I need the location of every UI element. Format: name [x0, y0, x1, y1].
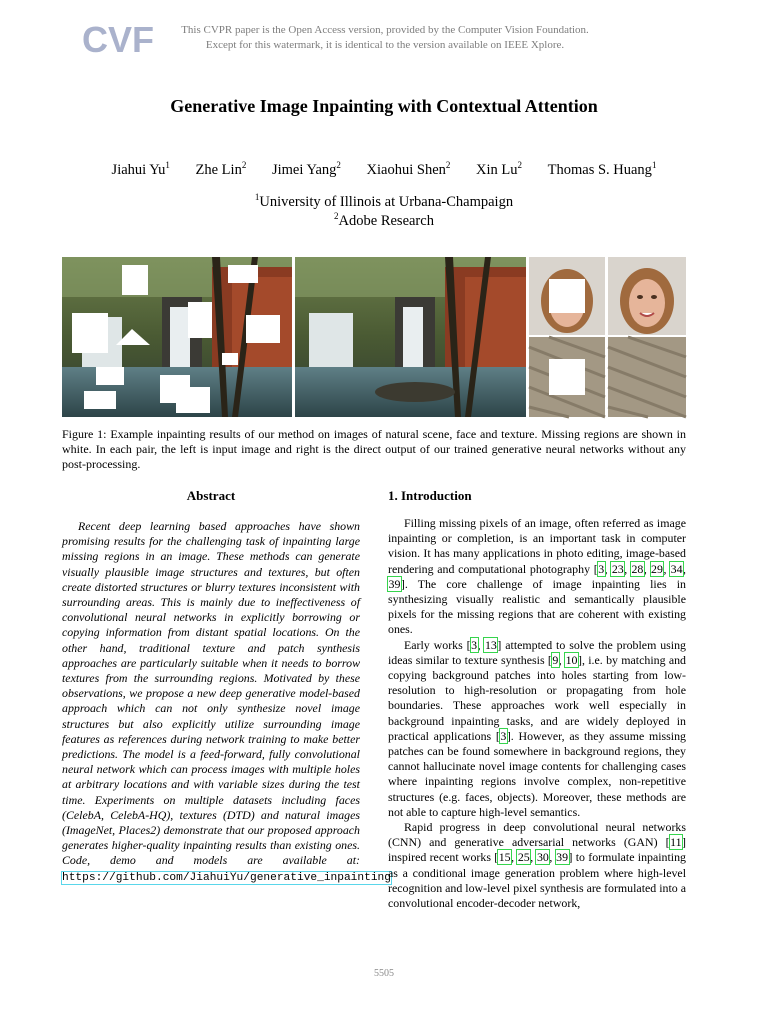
texture-output-image: [608, 337, 686, 417]
citation-link[interactable]: 9: [552, 652, 559, 667]
citation-link[interactable]: 25: [517, 850, 530, 865]
affiliation-1: $^1$University of Illinois at Urbana-Champaign: [254, 192, 514, 210]
citation-link[interactable]: 39: [556, 850, 569, 865]
abstract-body: [62, 519, 391, 886]
paper-title: Generative Image Inpainting with Contextual Attention: [170, 96, 598, 116]
author-list: [0, 160, 768, 179]
citation-link[interactable]: 28: [631, 561, 644, 576]
figure-1: [62, 257, 686, 417]
intro-paragraph-3: Rapid progress in deep convolutional neural networks (CNN) and generative adversarial networks (GAN) [11] inspired recent works [15, 25, 30, 39] to formulate inpainting as a conditional image generation problem where high-level recognition and low-level pixel synthesis are formulated into a convolutional encoder-decoder network,: [388, 820, 686, 911]
citation-link[interactable]: 23: [611, 561, 624, 576]
watermark-line-1: This CVPR paper is the Open Access version, provided by the Computer Vision Foundation.: [181, 24, 589, 36]
citation-link[interactable]: 3: [471, 637, 478, 652]
cvf-logo: [82, 18, 154, 60]
intro-paragraph-1: Filling missing pixels of an image, often referred as image inpainting or completion, is an important task in computer vision. It has many applications in photo editing, image-based rendering and computational photography [3, 23, 28, 29, 34, 39]. The core challenge of image inpainting lies in synthesizing visually realistic and semantically plausible pixels for the missing regions that are coherent with existing ones.: [388, 516, 687, 637]
author: Xiaohui Shen$^2$: [366, 160, 451, 178]
citation-link[interactable]: 15: [498, 850, 511, 865]
author: Jiahui Yu$^1$: [111, 160, 170, 178]
citation-link[interactable]: 3: [500, 728, 507, 743]
texture-input-image: [529, 337, 605, 417]
scene-input-image: [62, 257, 292, 417]
author: Thomas S. Huang$^1$: [547, 160, 657, 178]
watermark-line-2: Except for this watermark, it is identical to the version available on IEEE Xplore.: [205, 39, 565, 51]
citation-link[interactable]: 3: [598, 561, 605, 576]
figure-caption: Figure 1: Example inpainting results of our method on images of natural scene, face and texture. Missing regions are shown in white. In each pair, the left is input image and right is the direct output of our trained generative neural networks without any post-processing.: [62, 427, 686, 471]
citation-link[interactable]: 39: [388, 576, 401, 591]
watermark-text: [140, 23, 630, 53]
introduction-body: [388, 516, 686, 911]
citation-link[interactable]: 11: [670, 835, 682, 850]
abstract-text: Recent deep learning based approaches have shown promising results for the challenging task of inpainting large missing regions in an image. These methods can generate visually plausible image structures and textures, but often create distorted structures or blurry textures inconsistent with surrounding areas. This is mainly due to ineffectiveness of convolutional neural networks in explicitly borrowing or copying information from distant spatial locations. On the other hand, traditional texture and patch synthesis approaches are particularly suitable when it needs to borrow textures from the surrounding regions. Motivated by these observations, we propose a new deep generative model-based approach which can not only synthesize novel image structures but also explicitly utilize surrounding image features as references during network training to make better predictions. The model is a feed-forward, fully convolutional neural network which can process images with multiple holes at arbitrary locations and with variable sizes during the test time. Experiments on multiple datasets including faces (CelebA, CelebA-HQ), textures (DTD) and natural images (ImageNet, Places2) demonstrate that our proposed approach generates higher-quality inpainting results than existing ones. Code, demo and models are available at:: [62, 519, 360, 868]
abstract-heading: Abstract: [186, 488, 236, 503]
affiliation-2: $^2$Adobe Research: [334, 211, 434, 229]
author: Jimei Yang$^2$: [271, 160, 341, 178]
citation-link[interactable]: 10: [565, 652, 578, 667]
page-number: 5505: [374, 968, 394, 979]
code-url-link[interactable]: https://github.com/JiahuiYu/generative_inpainting: [62, 871, 391, 884]
face-output-image: [608, 257, 686, 335]
citation-link[interactable]: 13: [484, 637, 497, 652]
citation-link[interactable]: 30: [536, 850, 549, 865]
author: Zhe Lin$^2$: [195, 160, 247, 178]
introduction-heading: 1. Introduction: [388, 488, 472, 503]
citation-link[interactable]: 29: [651, 561, 663, 576]
cvf-logo-text: CVF: [82, 19, 154, 60]
citation-link[interactable]: 34: [670, 561, 683, 576]
scene-output-image: [295, 257, 526, 417]
face-input-image: [529, 257, 605, 335]
intro-paragraph-2: Early works [3, 13] attempted to solve the problem using ideas similar to texture synthesis [9, 10], i.e. by matching and copying background patches into holes starting from low-resolution to high-resolution or propagating from hole boundaries. These approaches work well especially in background inpainting tasks, and are widely deployed in practical applications [3]. However, as they assume missing patches can be found somewhere in background regions, they cannot hallucinate novel image contents for challenging cases where inpainting regions involve complex, non-repetitive structures (e.g. faces, objects). Moreover, these methods are not able to capture high-level semantics.: [388, 637, 686, 819]
author: Xin Lu$^2$: [476, 160, 522, 178]
